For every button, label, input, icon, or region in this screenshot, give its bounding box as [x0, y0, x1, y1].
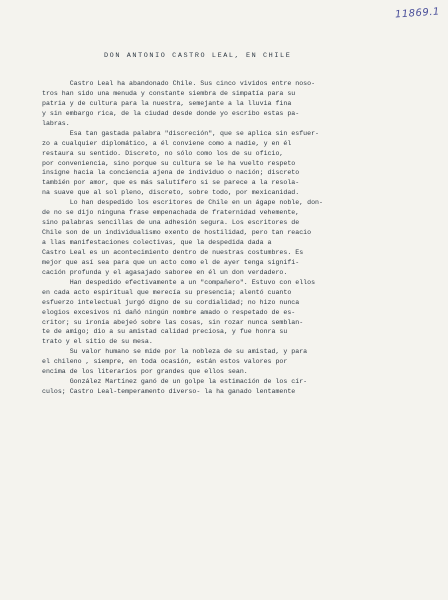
text-line: Castro Leal es un acontecimiento dentro de nuestras costumbres. Es: [42, 248, 304, 256]
text-line: también por amor, que es más salutífero si se parece a la resola-: [42, 179, 300, 187]
text-line: y sin embargo rica, de la ciudad desde donde yo escribo estas pa-: [42, 109, 300, 117]
text-line: por conveniencia, sino porque su cultura se le ha vuelto respeto: [42, 159, 296, 167]
text-line: trato y el sitio de su mesa.: [42, 338, 153, 346]
text-line: encima de los literarios por grandes que ellos sean.: [42, 368, 248, 376]
text-line: cación profunda y el agasajado saboree en él un don verdadero.: [42, 268, 288, 276]
body-text: [42, 79, 432, 397]
text-line: Su valor humano se mide por la nobleza de su amistad, y para: [42, 348, 308, 356]
document-title: DON ANTONIO CASTRO LEAL, EN CHILE: [104, 52, 292, 60]
text-line: zo a cualquier diplomático, a él conviene como a nadie, y en él: [42, 139, 292, 147]
text-line: patria y de cultura para la nuestra, semejante a la lluvia fina: [42, 99, 292, 107]
text-line: sino palabras sencillas de una adhesión segura. Los escritores de: [42, 219, 300, 227]
archive-number: 11869.1: [394, 6, 441, 21]
text-line: Esa tan gastada palabra "discreción", que se aplica sin esfuer-: [42, 129, 319, 137]
text-line: insigne hacia la conciencia ajena de individuo o nación; discreto: [42, 169, 300, 177]
text-line: te de amigo; dio a su amistad calidad preciosa, y fue honra su: [42, 328, 288, 336]
text-line: esfuerzo intelectual jurgó digno de su cordialidad; no hizo nunca: [42, 298, 300, 306]
text-line: González Martínez ganó de un golpe la estimación de los cír-: [42, 378, 308, 386]
text-line: na suave que al sol pleno, discreto, sobre todo, por mexicanidad.: [42, 189, 300, 197]
text-line: tros han sido una menuda y constante siembra de simpatía para su: [42, 89, 296, 97]
text-line: de no se dijo ninguna frase empenachada de fraternidad vehemente,: [42, 209, 300, 217]
text-line: elogios excesivos ni dañó ningún nombre amado o respetado de es-: [42, 308, 296, 316]
text-line: Castro Leal ha abandonado Chile. Sus cinco vividos entre noso-: [42, 80, 316, 87]
text-line: Lo han despedido los escritores de Chile en un ágape noble, don-: [42, 199, 323, 207]
text-line: Han despedido efectivamente a un "compañero". Estuvo con ellos: [42, 278, 316, 286]
text-line: restaura su sentido. Discreto, no sólo como los de su oficio,: [42, 149, 284, 157]
text-line: mejor que así sea para que un acto como el de ayer tenga signifi-: [42, 258, 300, 266]
text-line: a llas manifestaciones colectivas, que la despedida dada a: [42, 239, 272, 246]
text-line: critor; su ironía abejeó sobre las cosas, sin rozar nunca semblan-: [42, 318, 304, 326]
text-line: en cada acto espiritual que merecía su presencia; alentó cuanto: [42, 288, 292, 296]
text-line: culos; Castro Leal-temperamento diverso- la ha ganado lentamente: [42, 388, 296, 396]
text-line: el chileno , siempre, en toda ocasión, están estos valores por: [42, 358, 288, 366]
text-line: Chile son de un individualismo exento de hostilidad, pero tan reacio: [42, 229, 312, 237]
text-line: labras.: [42, 119, 70, 127]
